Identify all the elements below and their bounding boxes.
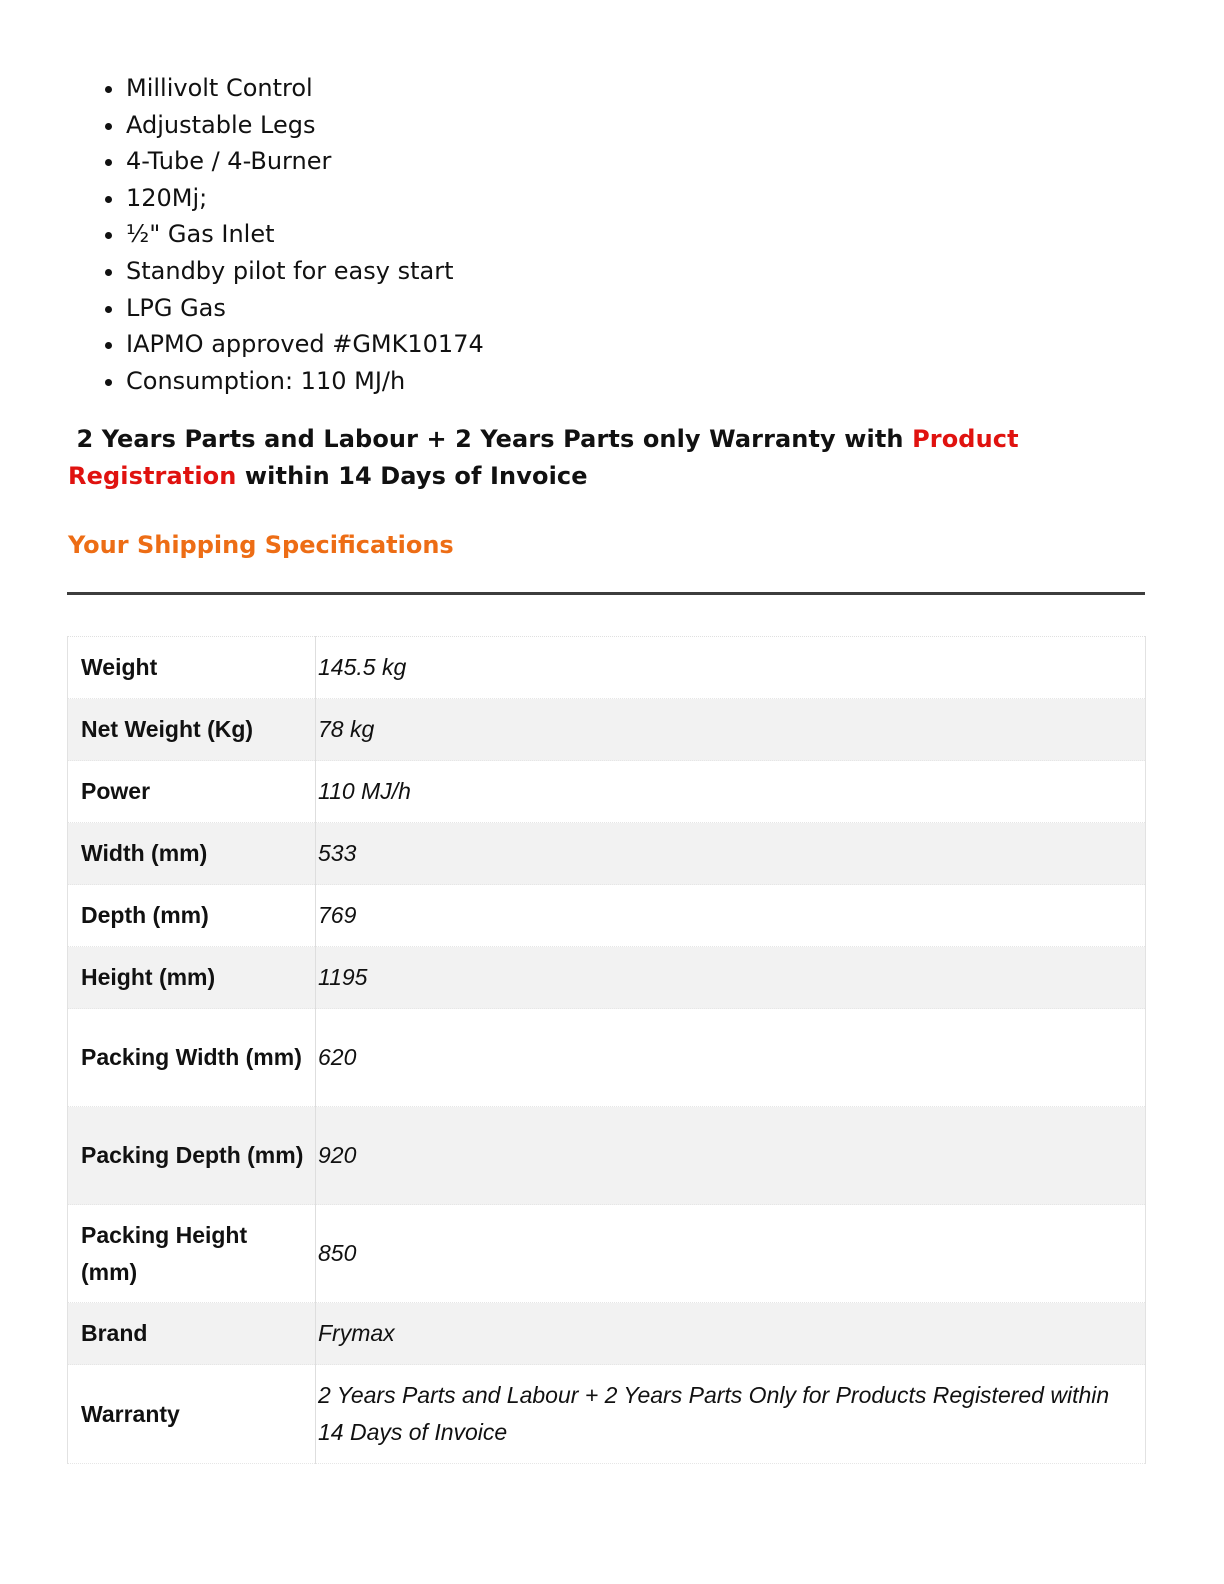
- spec-value: 110 MJ/h: [316, 761, 1146, 823]
- feature-item: • Adjustable Legs: [126, 107, 484, 144]
- feature-item: • 4-Tube / 4-Burner: [126, 143, 484, 180]
- feature-list: [92, 70, 484, 399]
- spec-label: Packing Depth (mm): [68, 1107, 316, 1205]
- shipping-specifications-heading: Your Shipping Specifications: [68, 531, 454, 559]
- spec-label: Width (mm): [68, 823, 316, 885]
- spec-value: 620: [316, 1009, 1146, 1107]
- feature-item: • Consumption: 110 MJ/h: [126, 363, 484, 400]
- spec-value: 78 kg: [316, 699, 1146, 761]
- warranty-note-text: 2 Years Parts and Labour + 2 Years Parts only Warranty with: [76, 425, 913, 453]
- spec-value: 2 Years Parts and Labour + 2 Years Parts Only for Products Registered within 14 Days of Invoice: [316, 1365, 1146, 1464]
- spec-value: 533: [316, 823, 1146, 885]
- table-row: [68, 1107, 1146, 1205]
- section-divider: [67, 592, 1145, 595]
- table-row: [68, 1009, 1146, 1107]
- spec-label: Depth (mm): [68, 885, 316, 947]
- spec-value: Frymax: [316, 1303, 1146, 1365]
- spec-label: Packing Height (mm): [68, 1205, 316, 1303]
- warranty-note-text-end: within 14 Days of Invoice: [236, 462, 588, 490]
- spec-label: Brand: [68, 1303, 316, 1365]
- spec-value: 1195: [316, 947, 1146, 1009]
- table-row: [68, 699, 1146, 761]
- table-row: [68, 761, 1146, 823]
- spec-value: 920: [316, 1107, 1146, 1205]
- spec-label: Warranty: [68, 1365, 316, 1464]
- feature-item: • IAPMO approved #GMK10174: [126, 326, 484, 363]
- spec-value: 769: [316, 885, 1146, 947]
- spec-label: Height (mm): [68, 947, 316, 1009]
- spec-value: 145.5 kg: [316, 637, 1146, 699]
- spec-label: Packing Width (mm): [68, 1009, 316, 1107]
- warranty-note: [68, 421, 1068, 495]
- table-row: [68, 1205, 1146, 1303]
- table-row: [68, 637, 1146, 699]
- spec-label: Net Weight (Kg): [68, 699, 316, 761]
- feature-item: • Millivolt Control: [126, 70, 484, 107]
- table-row: [68, 1365, 1146, 1464]
- spec-label: Weight: [68, 637, 316, 699]
- table-row: [68, 1303, 1146, 1365]
- spec-value: 850: [316, 1205, 1146, 1303]
- product-registration-highlight: Product Registration: [68, 425, 1019, 490]
- table-row: [68, 823, 1146, 885]
- feature-item: • LPG Gas: [126, 290, 484, 327]
- table-row: [68, 885, 1146, 947]
- feature-item: • 120Mj;: [126, 180, 484, 217]
- shipping-spec-table: [67, 636, 1146, 1464]
- feature-item: • ½" Gas Inlet: [126, 216, 484, 253]
- feature-item: • Standby pilot for easy start: [126, 253, 484, 290]
- spec-label: Power: [68, 761, 316, 823]
- table-row: [68, 947, 1146, 1009]
